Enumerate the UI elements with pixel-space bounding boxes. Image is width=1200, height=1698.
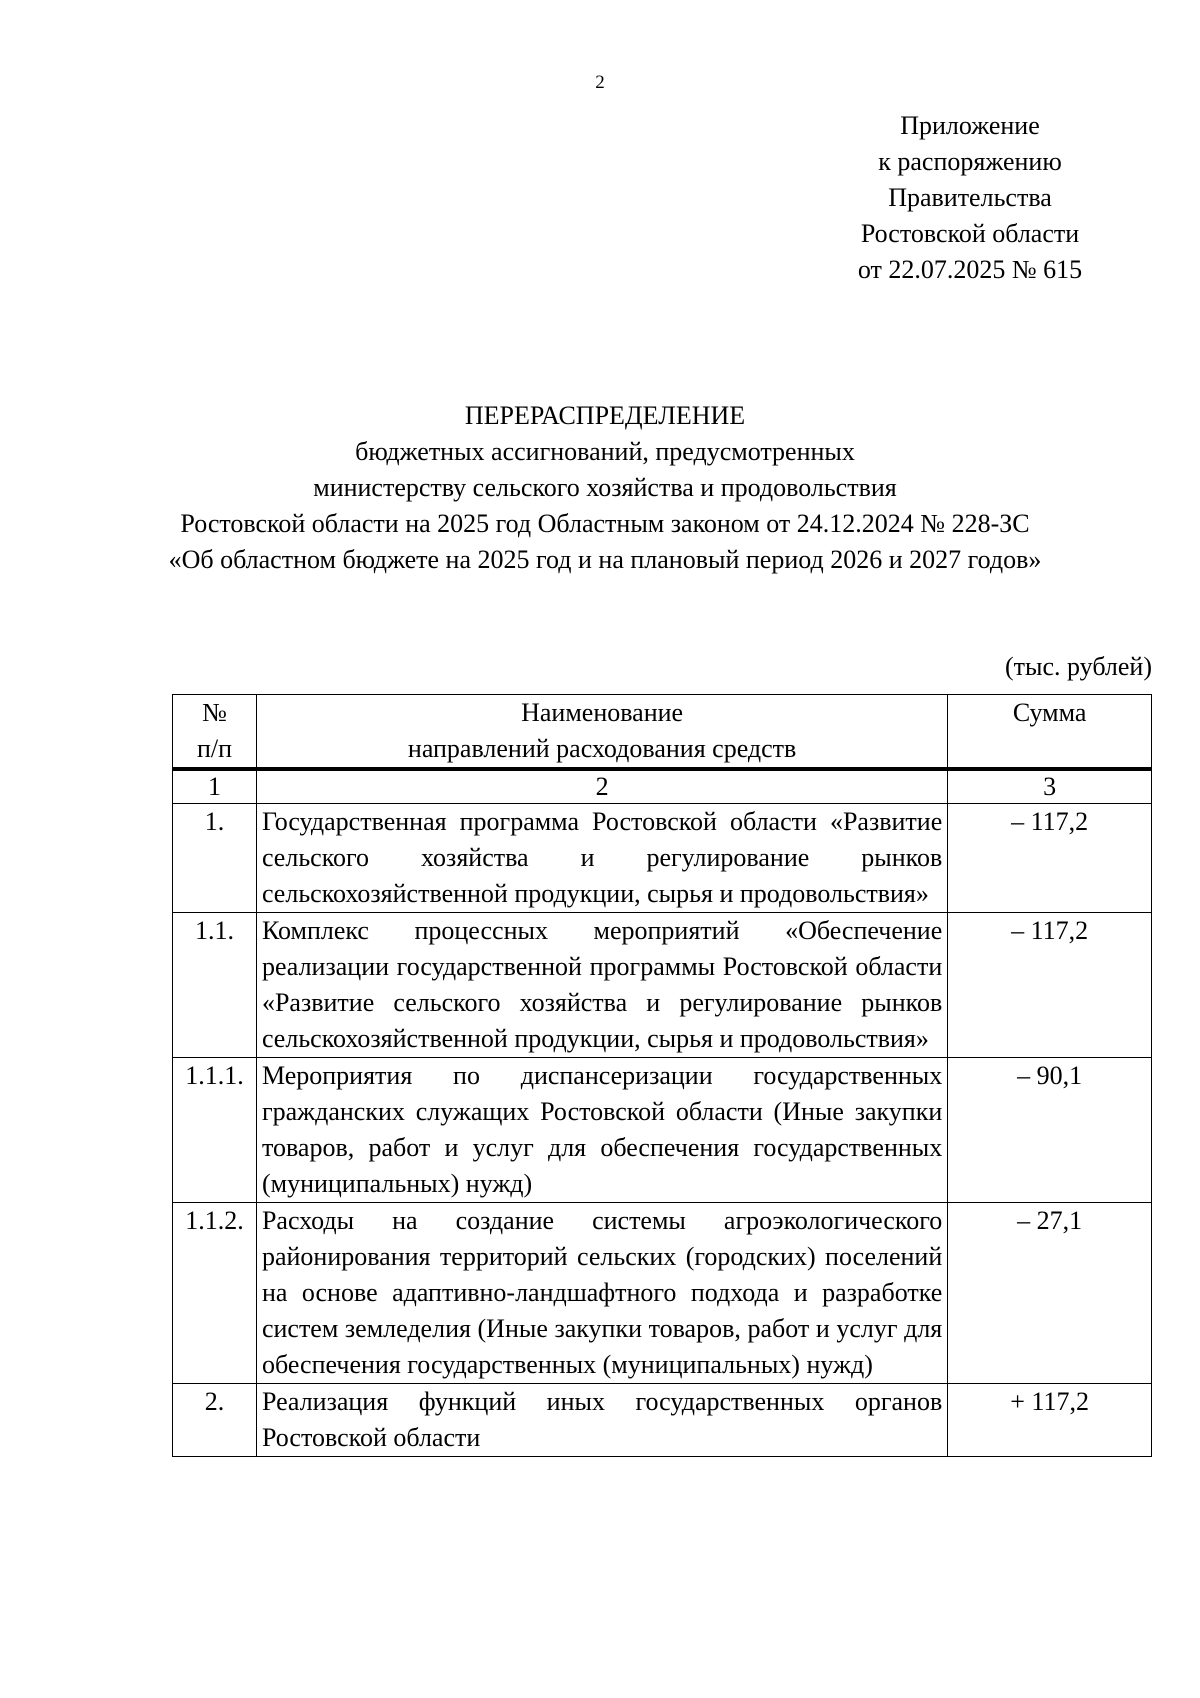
appendix-block <box>820 108 1120 288</box>
appendix-line: от 22.07.2025 № 615 <box>857 255 1083 284</box>
row-name: Расходы на создание системы агроэкологического районирования территорий сельских (городских) поселений на основе адаптивно-ландшафтного подхода и разработке систем земледелия (Иные закупки товаров, работ и услуг для обеспечения государственных (муниципальных) нужд) <box>256 1203 947 1384</box>
column-index: 1 <box>173 769 257 804</box>
table-header-row <box>173 695 1152 770</box>
header-number-line: № <box>202 698 227 727</box>
column-index: 3 <box>948 769 1152 804</box>
row-number: 1.1. <box>173 913 257 1058</box>
table-row <box>173 1203 1152 1384</box>
title-line: министерству сельского хозяйства и продовольствия <box>313 473 897 502</box>
header-number <box>173 695 257 770</box>
budget-table <box>172 694 1152 1457</box>
document-title <box>60 398 1150 578</box>
column-index: 2 <box>256 769 947 804</box>
row-sum: + 117,2 <box>948 1384 1152 1457</box>
row-number: 1. <box>173 804 257 913</box>
column-index-row <box>173 769 1152 804</box>
header-name-line: направлений расходования средств <box>407 734 797 763</box>
title-heading: ПЕРЕРАСПРЕДЕЛЕНИЕ <box>464 401 746 430</box>
row-number: 1.1.2. <box>173 1203 257 1384</box>
page-number: 2 <box>595 72 605 93</box>
appendix-line: Ростовской области <box>860 219 1080 248</box>
row-name: Государственная программа Ростовской области «Развитие сельского хозяйства и регулирование рынков сельскохозяйственной продукции, сырья и продовольствия» <box>256 804 947 913</box>
header-sum <box>948 695 1152 770</box>
row-sum: – 27,1 <box>948 1203 1152 1384</box>
row-number: 1.1.1. <box>173 1058 257 1203</box>
table-row <box>173 804 1152 913</box>
appendix-line: Приложение <box>900 111 1040 140</box>
row-sum: – 90,1 <box>948 1058 1152 1203</box>
appendix-line: Правительства <box>888 183 1052 212</box>
header-name-line: Наименование <box>521 698 684 727</box>
row-name: Комплекс процессных мероприятий «Обеспечение реализации государственной программы Ростовской области «Развитие сельского хозяйства и регулирование рынков сельскохозяйственной продукции, сырья и продовольствия» <box>256 913 947 1058</box>
row-name: Мероприятия по диспансеризации государственных гражданских служащих Ростовской области (Иные закупки товаров, работ и услуг для обеспечения государственных (муниципальных) нужд) <box>256 1058 947 1203</box>
header-sum-line: Сумма <box>1012 698 1087 727</box>
title-line: «Об областном бюджете на 2025 год и на плановый период 2026 и 2027 годов» <box>168 545 1042 574</box>
row-sum: – 117,2 <box>948 913 1152 1058</box>
title-line: Ростовской области на 2025 год Областным законом от 24.12.2024 № 228-ЗС <box>180 509 1030 538</box>
units-label: (тыс. рублей) <box>1004 652 1152 681</box>
row-name: Реализация функций иных государственных органов Ростовской области <box>256 1384 947 1457</box>
header-name <box>256 695 947 770</box>
table-row <box>173 1058 1152 1203</box>
row-sum: – 117,2 <box>948 804 1152 913</box>
row-number: 2. <box>173 1384 257 1457</box>
header-number-line: п/п <box>196 734 232 763</box>
title-line: бюджетных ассигнований, предусмотренных <box>355 437 855 466</box>
table-row <box>173 913 1152 1058</box>
appendix-line: к распоряжению <box>878 147 1062 176</box>
table-row <box>173 1384 1152 1457</box>
